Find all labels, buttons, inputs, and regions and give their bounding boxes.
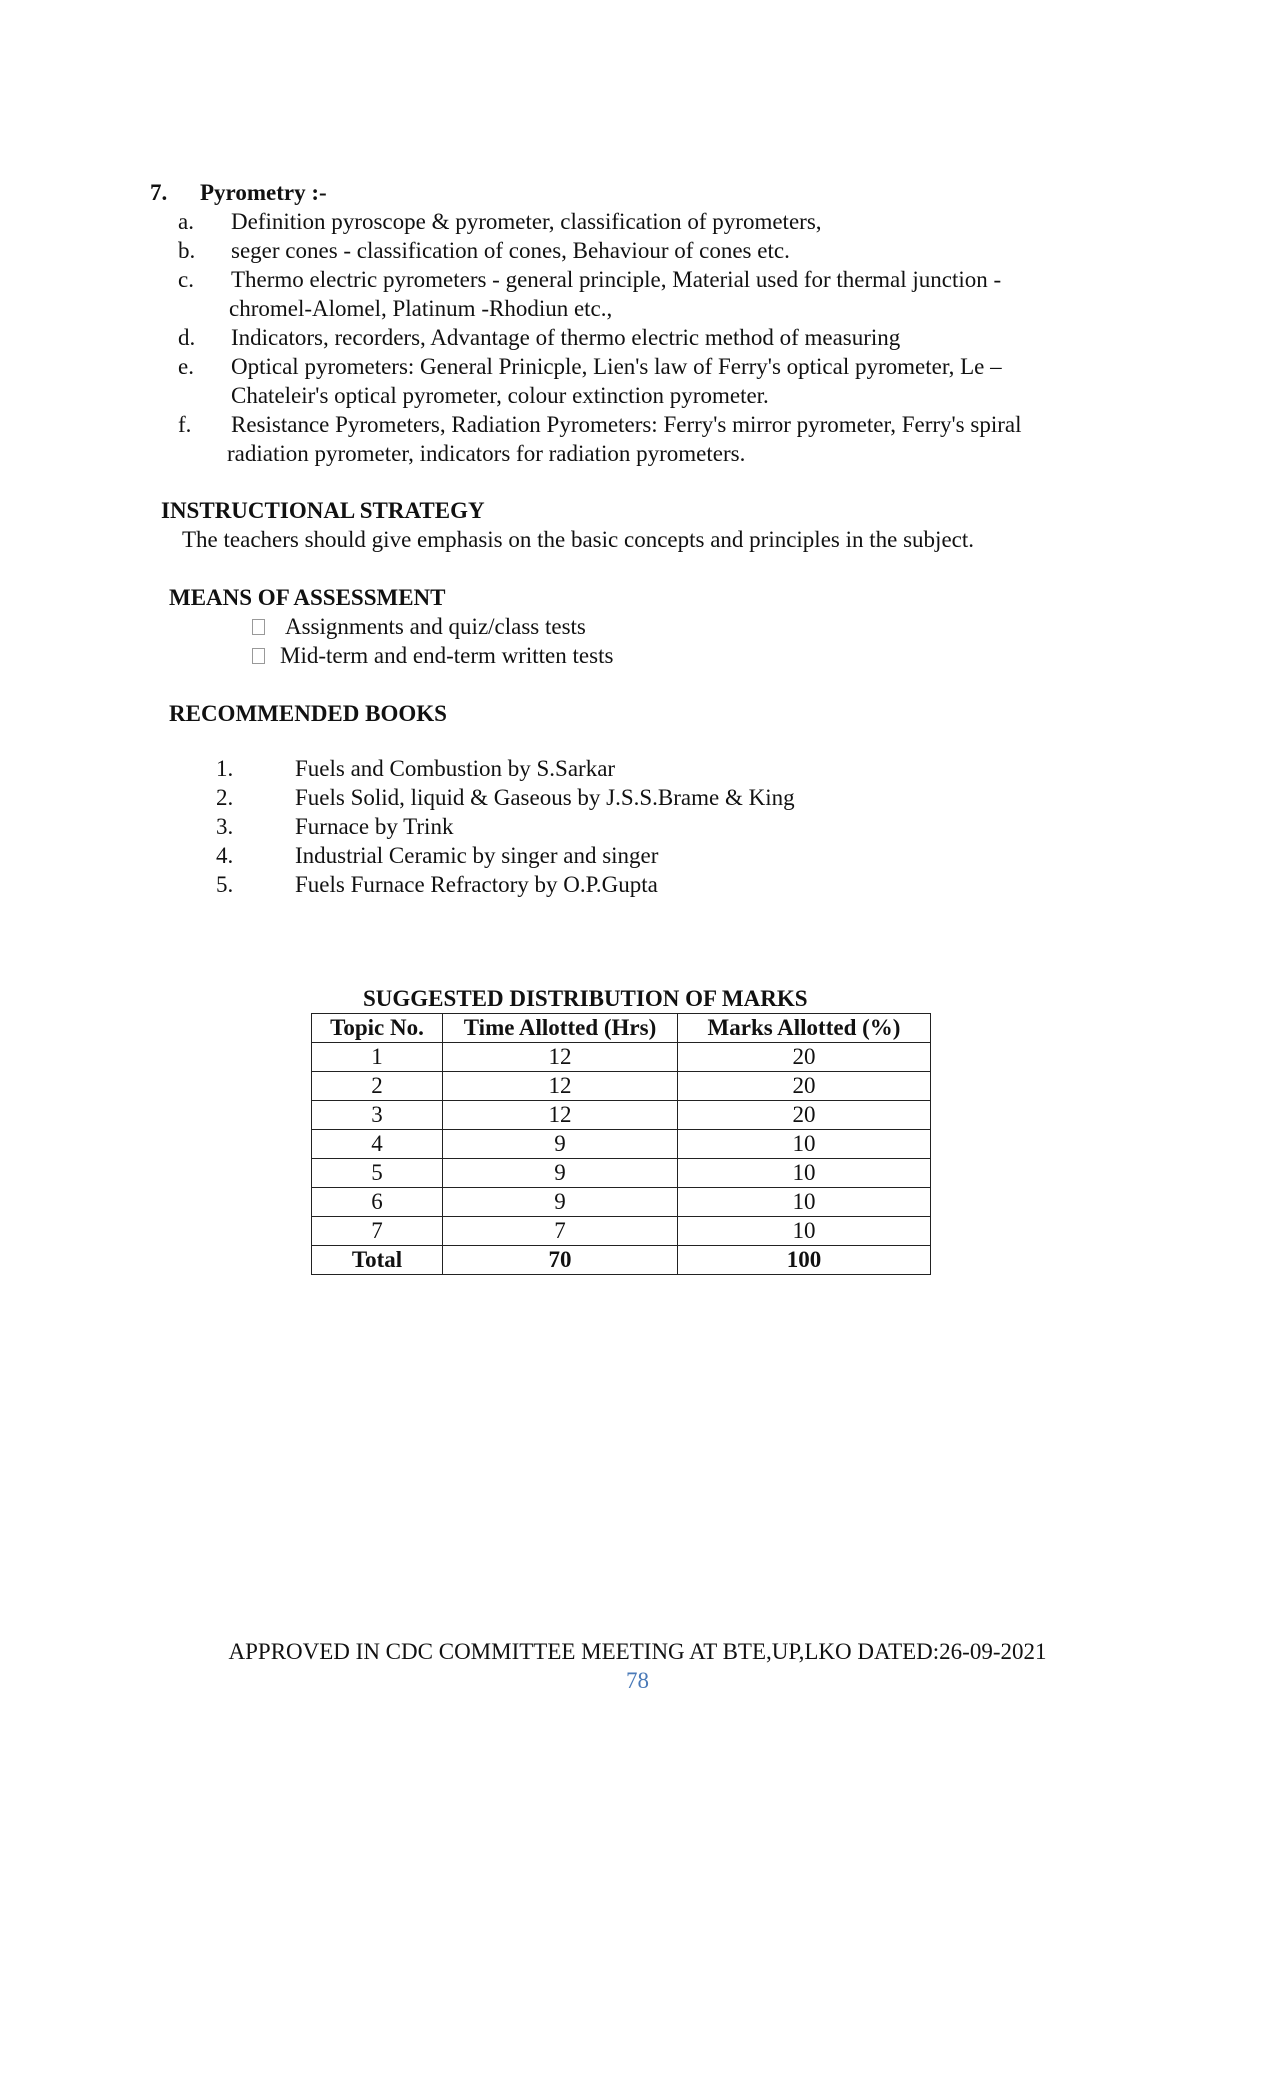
- table-cell: 1: [312, 1043, 443, 1072]
- books-heading: RECOMMENDED BOOKS: [169, 701, 447, 726]
- table-cell: 9: [443, 1159, 678, 1188]
- topic-letter: a.: [178, 209, 194, 234]
- table-row: [312, 1130, 931, 1159]
- table-cell: 20: [678, 1101, 931, 1130]
- total-marks-cell: 100: [678, 1246, 931, 1275]
- topic-text-continued: radiation pyrometer, indicators for radiation pyrometers.: [227, 441, 746, 466]
- page-number: 78: [626, 1668, 649, 1693]
- instructional-strategy-heading: INSTRUCTIONAL STRATEGY: [161, 498, 485, 523]
- table-cell: 3: [312, 1101, 443, 1130]
- book-title: Industrial Ceramic by singer and singer: [295, 843, 659, 868]
- table-cell: 9: [443, 1188, 678, 1217]
- topic-letter: f.: [178, 412, 192, 437]
- table-row: [312, 1159, 931, 1188]
- topic-text: Optical pyrometers: General Prinicple, Lien's law of Ferry's optical pyrometer, Le –: [231, 354, 1002, 379]
- topic-letter: b.: [178, 238, 196, 263]
- table-cell: 12: [443, 1072, 678, 1101]
- table-cell: 12: [443, 1101, 678, 1130]
- book-number: 2.: [216, 785, 234, 810]
- table-cell: 7: [443, 1217, 678, 1246]
- table-header-row: [312, 1014, 931, 1043]
- table-cell: 10: [678, 1188, 931, 1217]
- assessment-item: [252, 612, 586, 641]
- page-footer: [0, 1637, 1275, 1695]
- table-cell: 20: [678, 1072, 931, 1101]
- section-number: 7.: [150, 180, 168, 205]
- assessment-item-text: Mid-term and end-term written tests: [280, 643, 614, 668]
- total-label-cell: Total: [312, 1246, 443, 1275]
- section-heading: [150, 178, 327, 207]
- table-cell: 9: [443, 1130, 678, 1159]
- topic-text-continued: Chateleir's optical pyrometer, colour extinction pyrometer.: [231, 383, 769, 408]
- table-total-row: [312, 1246, 931, 1275]
- topic-letter: d.: [178, 325, 196, 350]
- book-title: Fuels Furnace Refractory by O.P.Gupta: [295, 872, 658, 897]
- assessment-item: [252, 641, 613, 670]
- square-bullet-icon: [252, 619, 265, 635]
- table-cell: 5: [312, 1159, 443, 1188]
- approval-note: APPROVED IN CDC COMMITTEE MEETING AT BTE,UP,LKO DATED:26-09-2021: [228, 1639, 1047, 1664]
- table-row: [312, 1043, 931, 1072]
- assessment-item-text: Assignments and quiz/class tests: [285, 614, 586, 639]
- total-time-cell: 70: [443, 1246, 678, 1275]
- topic-text: Thermo electric pyrometers - general principle, Material used for thermal junction -: [231, 267, 1002, 292]
- column-header: Time Allotted (Hrs): [443, 1014, 678, 1043]
- table-cell: 10: [678, 1217, 931, 1246]
- book-number: 5.: [216, 872, 234, 897]
- table-row: [312, 1217, 931, 1246]
- topic-text: Definition pyroscope & pyrometer, classification of pyrometers,: [231, 209, 822, 234]
- topic-text-continued: chromel-Alomel, Platinum -Rhodiun etc.,: [229, 296, 613, 321]
- table-cell: 7: [312, 1217, 443, 1246]
- topic-letter: e.: [178, 354, 194, 379]
- book-number: 4.: [216, 843, 234, 868]
- table-cell: 10: [678, 1159, 931, 1188]
- instructional-strategy-text: The teachers should give emphasis on the basic concepts and principles in the subject.: [182, 527, 974, 552]
- table-cell: 2: [312, 1072, 443, 1101]
- book-title: Fuels Solid, liquid & Gaseous by J.S.S.Brame & King: [295, 785, 795, 810]
- table-cell: 4: [312, 1130, 443, 1159]
- table-row: [312, 1101, 931, 1130]
- book-number: 1.: [216, 756, 234, 781]
- table-cell: 6: [312, 1188, 443, 1217]
- section-title: Pyrometry :-: [200, 180, 327, 205]
- table-row: [312, 1188, 931, 1217]
- column-header: Topic No.: [312, 1014, 443, 1043]
- topic-text: seger cones - classification of cones, Behaviour of cones etc.: [231, 238, 790, 263]
- book-title: Furnace by Trink: [295, 814, 454, 839]
- assessment-heading: MEANS OF ASSESSMENT: [169, 585, 446, 610]
- table-cell: 12: [443, 1043, 678, 1072]
- table-row: [312, 1072, 931, 1101]
- topic-text: Resistance Pyrometers, Radiation Pyrometers: Ferry's mirror pyrometer, Ferry's spiral: [231, 412, 1022, 437]
- book-title: Fuels and Combustion by S.Sarkar: [295, 756, 616, 781]
- table-cell: 10: [678, 1130, 931, 1159]
- topic-text: Indicators, recorders, Advantage of thermo electric method of measuring: [231, 325, 901, 350]
- book-number: 3.: [216, 814, 234, 839]
- table-cell: 20: [678, 1043, 931, 1072]
- marks-distribution-table: [311, 1013, 931, 1275]
- topic-letter: c.: [178, 267, 194, 292]
- column-header: Marks Allotted (%): [678, 1014, 931, 1043]
- square-bullet-icon: [252, 648, 265, 664]
- marks-table-title: SUGGESTED DISTRIBUTION OF MARKS: [363, 986, 808, 1011]
